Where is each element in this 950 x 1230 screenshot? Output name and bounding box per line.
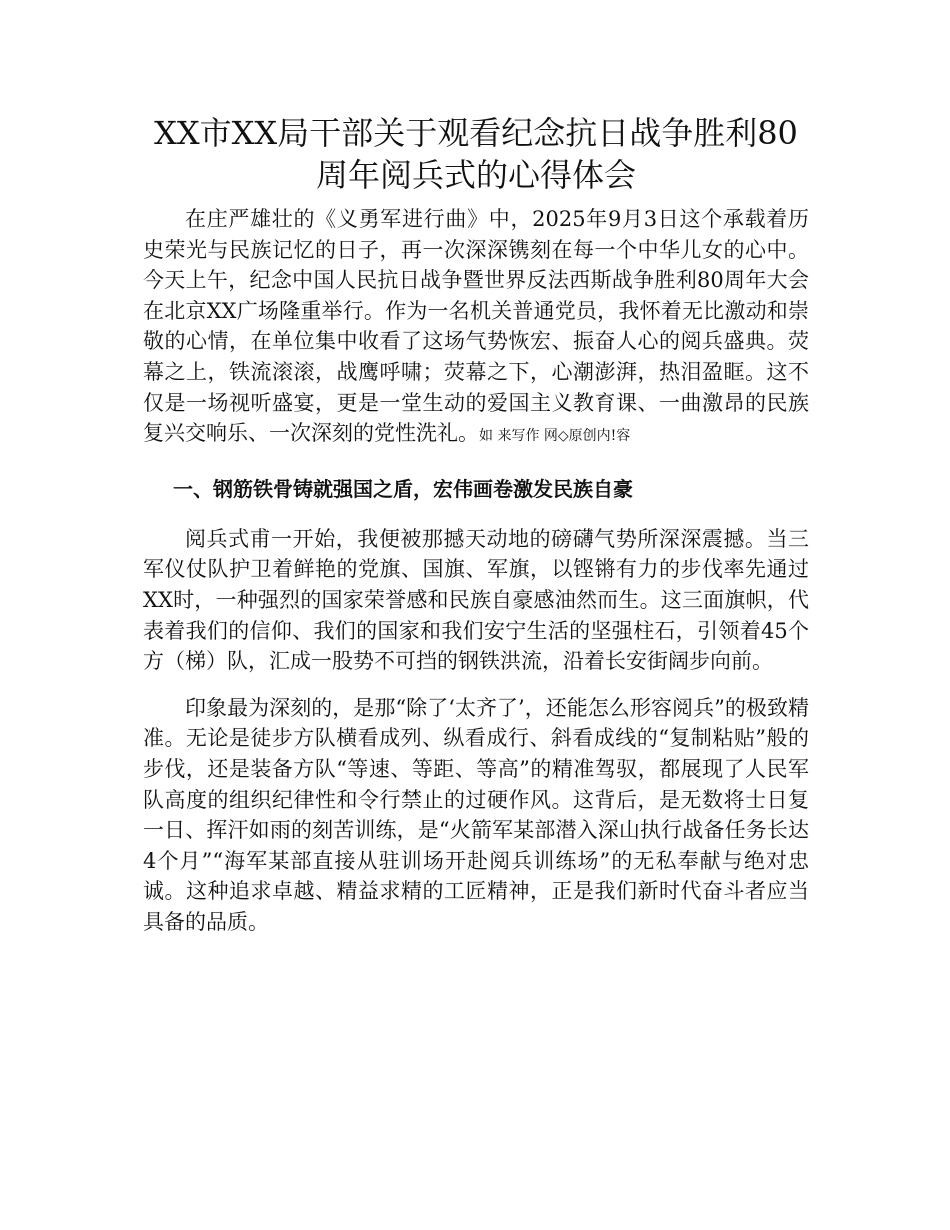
section-1-heading: 一、钢筋铁骨铸就强国之盾，宏伟画卷激发民族自豪 [173,476,633,501]
title-line-1: XX市XX局干部关于观看纪念抗日战争胜利80 [154,114,798,152]
body-paragraph-1: 阅兵式甫一开始，我便被那撼天动地的磅礴气势所深深震撼。当三军仪仗队护卫着鲜艳的党旗、国旗、军旗，以铿锵有力的步伐率先通过XX时，一种强烈的国家荣誉感和民族自豪感油然而生。这三面旗帜，代表着我们的信仰、我们的国家和我们安宁生活的坚强柱石，引领着45个方（梯）队，汇成一股势不可挡的钢铁洪流，沿着长安街阔步向前。 [143,526,809,674]
watermark-text: 如 来写作 网◇原创内!容 [479,428,631,445]
body-paragraph-2: 印象最为深刻的，是那“除了‘太齐了’，还能怎么形容阅兵”的极致精准。无论是徒步方队横看成列、纵看成行、斜看成线的“复制粘贴”般的步伐，还是装备方队“等速、等距、等高”的精准驾驭，都展现了人民军队高度的组织纪律性和令行禁止的过硬作风。这背后，是无数将士日复一日、挥汗如雨的刻苦训练，是“火箭军某部潜入深山执行战备任务长达4个月”“海军某部直接从驻训场开赴阅兵训练场”的无私奉献与绝对忠诚。这种追求卓越、精益求精的工匠精神，正是我们新时代奋斗者应当具备的品质。 [143,695,809,934]
document-page [143,112,809,937]
intro-text: 在庄严雄壮的《义勇军进行曲》中，2025年9月3日这个承载着历史荣光与民族记忆的日子，再一次深深镌刻在每一个中华儿女的心中。今天上午，纪念中国人民抗日战争暨世界反法西斯战争胜利80周年大会在北京XX广场隆重举行。作为一名机关普通党员，我怀着无比激动和崇敬的心情，在单位集中收看了这场气势恢宏、振奋人心的阅兵盛典。荧幕之上，铁流滚滚，战鹰呼啸；荧幕之下，心潮澎湃，热泪盈眶。这不仅是一场视听盛宴，更是一堂生动的爱国主义教育课、一曲激昂的民族复兴交响乐、一次深刻的党性洗礼。 [143,207,809,446]
intro-paragraph [143,204,809,452]
document-title [123,112,829,196]
title-line-2: 周年阅兵式的心得体会 [315,156,636,194]
